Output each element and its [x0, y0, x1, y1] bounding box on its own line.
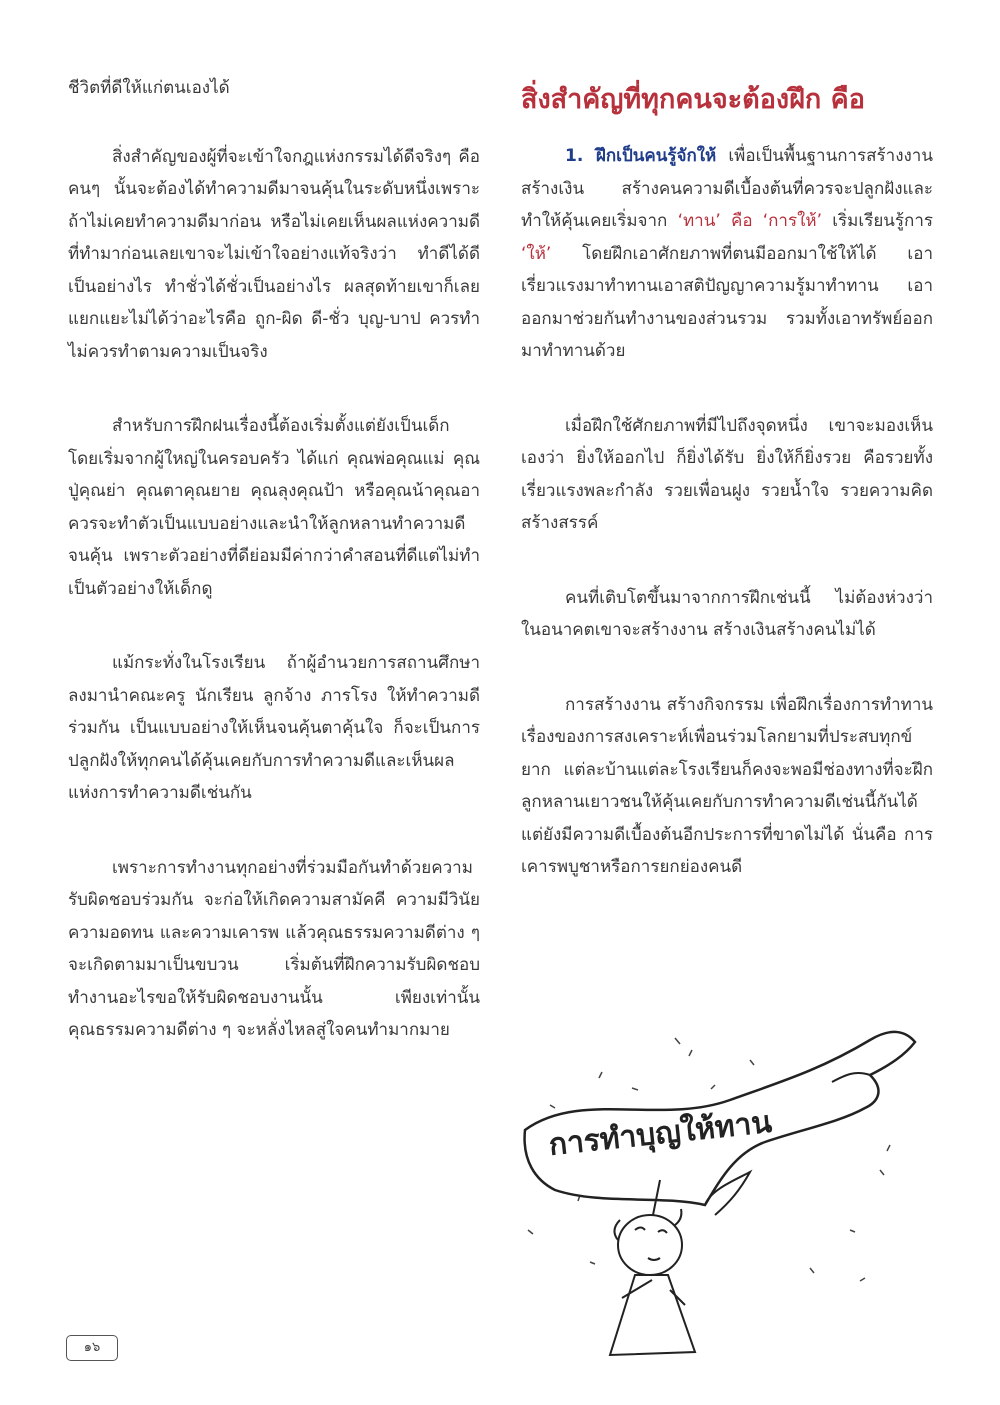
paragraph-teamwork: เพราะการทำงานทุกอย่างที่ร่วมมือกันทำด้วยความรับผิดชอบร่วมกัน จะก่อให้เกิดความสามัคคี ความมีวินัย ความอดทน และความเคารพ แล้วคุณธรรมความดีต่าง ๆ จะเกิดตามมาเป็นขบวน เริ่มต้นที่ฝึกความรับผิดชอบ ทำงานอะไรขอให้รับผิดชอบงานนั้น เพียงเท่านั้นคุณธรรมความดีต่าง ๆ จะหลั่งไหลสู่ใจคนทำมากมาย [68, 857, 480, 1040]
paragraph-item1 [521, 140, 933, 368]
item1-text-c: โดยฝึกเอาศักยภาพที่ตนมีออกมาใช้ให้ได้ เอาเรี่ยวแรงมาทำทานเอาสติปัญญาความรู้มาทำทาน เอาออกมาช่วยกันทำงานของส่วนรวม รวมทั้งเอาทรัพย์ออกมาทำทานด้วย [521, 243, 933, 361]
paragraph-family: สำหรับการฝึกฝนเรื่องนี้ต้องเริ่มตั้งแต่ยังเป็นเด็ก โดยเริ่มจากผู้ใหญ่ในครอบครัว ได้แก่ คุณพ่อคุณแม่ คุณปู่คุณย่า คุณตาคุณยาย คุณลุงคุณป้า หรือคุณน้าคุณอา ควรจะทำตัวเป็นแบบอย่างและนำให้ลูกหลานทำความดีจนคุ้น เพราะตัวอย่างที่ดีย่อมมีค่ากว่าคำสอนที่ดีแต่ไม่ทำเป็นตัวอย่างให้เด็กดู [68, 416, 480, 599]
right-column [521, 70, 933, 884]
paragraph-activities: การสร้างงาน สร้างกิจกรรม เพื่อฝึกเรื่องการทำทาน เรื่องของการสงเคราะห์เพื่อนร่วมโลกยามที่ประสบทุกข์ยาก แต่ละบ้านแต่ละโรงเรียนก็คงจะพอมีช่องทางที่จะฝึกลูกหลานเยาวชนให้คุ้นเคยกับการทำความดีเช่นนี้กันได้ แต่ยังมีความดีเบื้องต้นอีกประการที่ขาดไม่ได้ นั่นคือ การเคารพบูชาหรือการยกย่องคนดี [521, 694, 933, 877]
banner-text: การทำบุญให้ทาน [547, 1104, 774, 1163]
item1-text-b: เริ่มเรียนรู้การ [822, 211, 934, 231]
item1-quote-give: ‘ให้’ [521, 243, 552, 264]
left-column [68, 70, 480, 1047]
paragraph-karma: สิ่งสำคัญของผู้ที่จะเข้าใจกฎแห่งกรรมได้ดีจริงๆ คือ คนๆ นั้นจะต้องได้ทำความดีมาจนคุ้นในระดับหนึ่งเพราะถ้าไม่เคยทำความดีมาก่อน หรือไม่เคยเห็นผลแห่งความดีที่ทำมาก่อนเลยเขาจะไม่เข้าใจอย่างแท้จริงว่า ทำดีได้ดีเป็นอย่างไร ทำชั่วได้ชั่วเป็นอย่างไร ผลสุดท้ายเขาก็เลยแยกแยะไม่ได้ว่าอะไรคือ ถูก-ผิด ดี-ชั่ว บุญ-บาป ควรทำไม่ควรทำตามความเป็นจริง [68, 146, 480, 362]
paragraph-school: แม้กระทั่งในโรงเรียน ถ้าผู้อำนวยการสถานศึกษาลงมานำคณะครู นักเรียน ลูกจ้าง ภารโรง ให้ทำความดีร่วมกัน เป็นแบบอย่างให้เห็นจนคุ้นตาคุ้นใจ ก็จะเป็นการปลูกฝังให้ทุกคนได้คุ้นเคยกับการทำความดีและเห็นผลแห่งการทำความดีเช่นกัน [68, 653, 480, 803]
spacer [521, 540, 933, 582]
item1-label: 1. ฝึกเป็นคนรู้จักให้ [565, 146, 717, 166]
child-banner-illustration [510, 1030, 950, 1370]
spacer [521, 368, 933, 410]
spacer [68, 368, 480, 410]
continued-line: ชีวิตที่ดีให้แก่ตนเองได้ [68, 78, 230, 98]
spacer [68, 810, 480, 852]
paragraph-giving-rich: เมื่อฝึกใช้ศักยภาพที่มีไปถึงจุดหนึ่ง เขาจะมองเห็นเองว่า ยิ่งให้ออกไป ก็ยิ่งได้รับ ยิ่งให้ก็ยิ่งรวย คือรวยทั้งเรี่ยวแรงพละกำลัง รวยเพื่อนฝูง รวยน้ำใจ รวยความคิดสร้างสรรค์ [521, 415, 933, 533]
spacer [68, 105, 480, 141]
child-figure [610, 1209, 695, 1355]
paragraph-future: คนที่เติบโตขึ้นมาจากการฝึกเช่นนี้ ไม่ต้องห่วงว่า ในอนาคตเขาจะสร้างงาน สร้างเงินสร้างคนไม่ได้ [521, 587, 933, 640]
page-number: ๑๖ [66, 1335, 118, 1361]
section-heading: สิ่งสำคัญที่ทุกคนจะต้องฝึก คือ [521, 84, 865, 115]
spacer [68, 605, 480, 647]
spacer [521, 647, 933, 689]
item1-text-a: เพื่อเป็นพื้นฐานการสร้างงาน สร้างเงิน สร้างคนความดีเบื้องต้นที่ควรจะปลูกฝังและทำให้คุ้นเคยเริ่มจาก [521, 146, 933, 231]
item1-quote-dana: ‘ทาน’ คือ ‘การให้’ [677, 211, 823, 231]
